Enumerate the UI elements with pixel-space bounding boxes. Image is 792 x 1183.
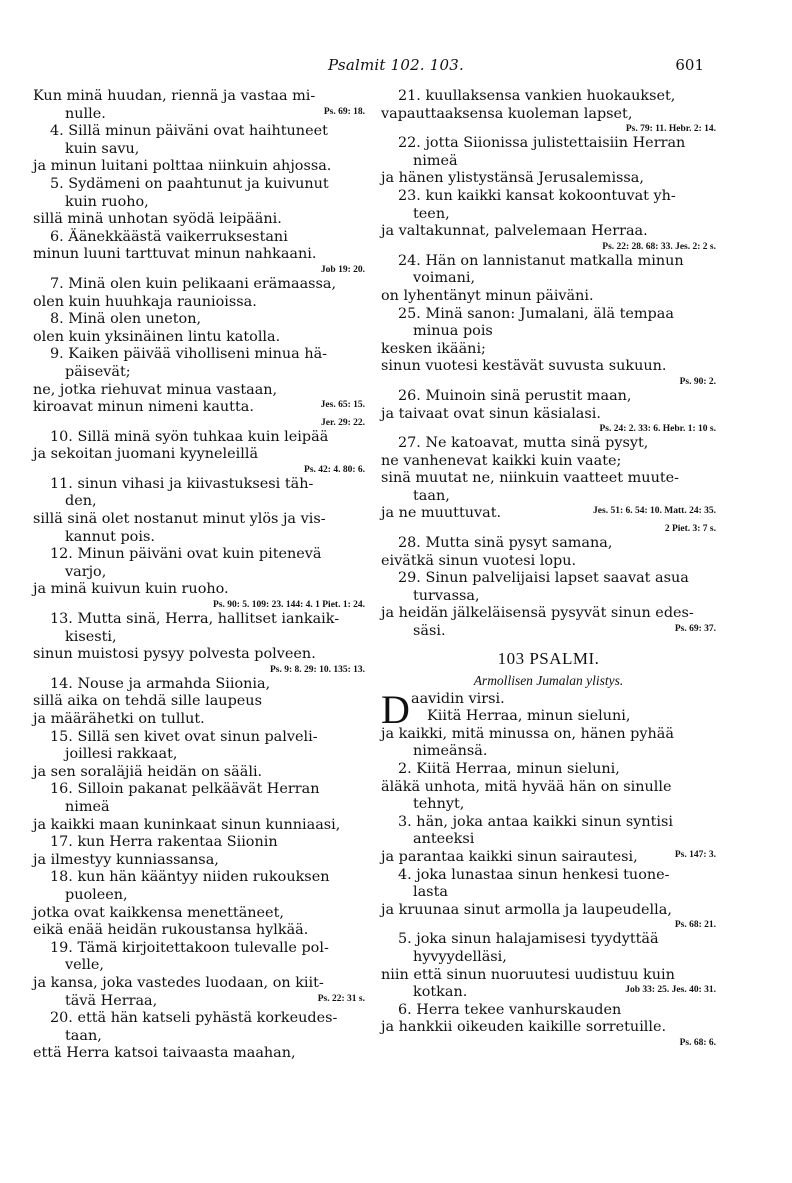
verse-text: ja ilmestyy kunniassansa, xyxy=(33,851,219,868)
verse-text: velle, xyxy=(65,957,104,974)
verse-line xyxy=(381,341,716,359)
verse-line xyxy=(381,453,716,471)
verse-line xyxy=(33,311,365,329)
verse-text: ne, jotka riehuvat minua vastaan, xyxy=(33,381,278,398)
verse-text: kotkan. xyxy=(413,984,468,1001)
verse-text: eivätkä sinun vuotesi lopu. xyxy=(381,552,577,569)
verse-text: 28. Mutta sinä pysyt samana, xyxy=(398,535,613,552)
verse-line xyxy=(33,711,365,729)
verse-text: nimeä xyxy=(65,798,110,815)
verse-text: 11. sinun vihasi ja kiivastuksesi täh- xyxy=(50,475,314,492)
left-column xyxy=(33,88,365,1063)
cross-reference: Ps. 69: 37. xyxy=(674,624,716,635)
verse-line xyxy=(33,106,365,124)
verse-text: ja kaikki maan kuninkaat sinun kunniaasi, xyxy=(33,816,341,833)
cross-reference-line xyxy=(381,123,716,135)
verse-line xyxy=(33,158,365,176)
verse-text: ja kansa, joka vastedes luodaan, on kiit- xyxy=(33,974,324,991)
verse-line xyxy=(381,106,716,124)
verse-line xyxy=(381,270,716,288)
verse-line xyxy=(381,814,716,832)
verse-text: minun luuni tarttuvat minun nahkaani. xyxy=(33,246,317,263)
verse-line xyxy=(33,781,365,799)
verse-text: 15. Sillä sen kivet ovat sinun palveli- xyxy=(50,728,318,745)
verse-line xyxy=(33,764,365,782)
verse-text: äläkä unhota, mitä hyvää hän on sinulle xyxy=(381,778,672,795)
verse-line xyxy=(33,194,365,212)
verse-text: 23. kun kaikki kansat kokoontuvat yh- xyxy=(398,187,676,204)
verse-text: 4. joka lunastaa sinun henkesi tuone- xyxy=(398,866,670,883)
cross-reference-line xyxy=(381,1037,716,1049)
verse-text: sinun vuotesi kestävät suvusta sukuun. xyxy=(381,358,667,375)
verse-text: 18. kun hän kääntyy niiden rukouksen xyxy=(50,869,330,886)
verse-line xyxy=(33,429,365,447)
verse-text: puoleen, xyxy=(65,886,128,903)
verse-line xyxy=(33,887,365,905)
cross-reference-line xyxy=(33,464,365,476)
cross-reference: Ps. 9: 8. 29: 10. 135: 13. xyxy=(270,664,365,675)
verse-line xyxy=(381,1002,716,1020)
verse-line xyxy=(33,176,365,194)
verse-line xyxy=(381,867,716,885)
cross-reference: Jes. 51: 6. 54: 10. Matt. 24: 35. xyxy=(593,506,716,517)
verse-text: ja parantaa kaikki sinun sairautesi, xyxy=(381,848,638,865)
verse-text: 6. Äänekkäästä vaikerruksestani xyxy=(50,228,288,245)
running-title: Psalmit 102. 103. xyxy=(328,56,464,74)
verse-text: voimani, xyxy=(413,270,476,287)
verse-text: ja kruunaa sinut armolla ja laupeudella, xyxy=(381,901,672,918)
verse-text: den, xyxy=(65,493,97,510)
cross-reference: Job 19: 20. xyxy=(320,264,365,275)
verse-text: 16. Silloin pakanat pelkäävät Herran xyxy=(50,781,320,798)
verse-line xyxy=(33,834,365,852)
verse-line xyxy=(381,849,716,867)
psalm-103-verses xyxy=(381,726,716,1049)
verse-line xyxy=(33,922,365,940)
cross-reference: Ps. 90: 2. xyxy=(679,376,716,387)
verse-text: 3. hän, joka antaa kaikki sinun syntisi xyxy=(398,813,673,830)
verse-line xyxy=(33,581,365,599)
verse-line xyxy=(33,1010,365,1028)
verse-text: nimeänsä. xyxy=(413,743,488,760)
verse-text: lasta xyxy=(413,884,448,901)
cross-reference-line xyxy=(33,664,365,676)
verse-line xyxy=(33,294,365,312)
verse-text: ja sekoitan juomani kyyneleillä xyxy=(33,446,259,463)
verse-line xyxy=(381,135,716,153)
verse-text: päisevät; xyxy=(65,363,131,380)
verse-line xyxy=(381,88,716,106)
verse-text: kannut pois. xyxy=(65,528,155,545)
verse-text: joillesi rakkaat, xyxy=(65,746,178,763)
cross-reference: Ps. 90: 5. 109: 23. 144: 4. 1 Piet. 1: 24. xyxy=(213,600,365,611)
verse-text: taan, xyxy=(413,487,450,504)
verse-line xyxy=(381,1019,716,1037)
page-header xyxy=(0,56,792,80)
verse-line xyxy=(33,346,365,364)
cross-reference: Ps. 22: 31 s. xyxy=(317,993,365,1004)
verse-text: 26. Muinoin sinä perustit maan, xyxy=(398,387,632,404)
verse-line xyxy=(381,984,716,1002)
verse-line xyxy=(33,493,365,511)
verse-text: 19. Tämä kirjoitettakoon tulevalle pol- xyxy=(50,939,329,956)
verse-text: ne vanhenevat kaikki kuin vaate; xyxy=(381,452,622,469)
verse-line xyxy=(33,529,365,547)
verse-line xyxy=(33,1045,365,1063)
cross-reference: Ps. 79: 11. Hebr. 2: 14. xyxy=(625,124,716,135)
verse-text: ja sen soraläjiä heidän on sääli. xyxy=(33,763,263,780)
verse-line xyxy=(381,796,716,814)
verse-line xyxy=(381,884,716,902)
psalm-103-title: 103 PSALMI. xyxy=(497,648,600,668)
cross-reference: Ps. 68: 6. xyxy=(679,1037,716,1048)
verse-line xyxy=(381,306,716,324)
verse-text: 7. Minä olen kuin pelikaani erämaassa, xyxy=(50,275,337,292)
right-column xyxy=(381,88,716,1049)
verse-text: 5. joka sinun halajamisesi tyydyttää xyxy=(398,931,659,948)
verse-text: olen kuin yksinäinen lintu katolla. xyxy=(33,328,281,345)
verse-line xyxy=(33,276,365,294)
verse-line xyxy=(381,253,716,271)
verse-text: hyvyydelläsi, xyxy=(413,948,507,965)
verse-text: 2. Kiitä Herraa, minun sieluni, xyxy=(398,761,620,777)
cross-reference-line xyxy=(381,523,716,535)
verse-text: ja taivaat ovat sinun käsialasi. xyxy=(381,405,601,422)
verse-line xyxy=(33,564,365,582)
verse-text: ja hänen ylistystänsä Jerusalemissa, xyxy=(381,170,644,187)
cross-reference: Jer. 29: 22. xyxy=(321,417,365,428)
verse-text: nulle. xyxy=(65,105,106,122)
verse-line xyxy=(33,817,365,835)
verse-line xyxy=(381,188,716,206)
verse-line xyxy=(33,382,365,400)
cross-reference-line xyxy=(381,423,716,435)
verse-line xyxy=(33,511,365,529)
verse-line xyxy=(33,729,365,747)
verse-text: säsi. xyxy=(413,623,446,640)
cross-reference: Ps. 147: 3. xyxy=(674,849,716,860)
verse-text: 20. että hän katseli pyhästä korkeudes- xyxy=(50,1010,338,1027)
verse-line xyxy=(33,211,365,229)
verse-line xyxy=(381,223,716,241)
verse-text: kuin savu, xyxy=(65,140,140,157)
verse-text: 29. Sinun palvelijaisi lapset saavat asua xyxy=(398,570,689,587)
verse-text: 14. Nouse ja armahda Siionia, xyxy=(50,675,271,692)
verse-line xyxy=(381,831,716,849)
verse-line xyxy=(33,229,365,247)
verse-line xyxy=(381,743,716,761)
verse-text: vapauttaaksensa kuoleman lapset, xyxy=(381,105,633,122)
verse-line xyxy=(381,206,716,224)
verse-line xyxy=(381,323,716,341)
verse-line xyxy=(381,535,716,553)
verse-text: kesken ikääni; xyxy=(381,340,486,357)
verse-text: Kun minä huudan, riennä ja vastaa mi- xyxy=(33,88,316,104)
verse-line xyxy=(33,364,365,382)
cross-reference: Job 33: 25. Jes. 40: 31. xyxy=(625,985,716,996)
verse-text: ja määrähetki on tullut. xyxy=(33,711,205,727)
verse-text: kuin ruoho, xyxy=(65,193,149,210)
verse-text: 27. Ne katoavat, mutta sinä pysyt, xyxy=(398,435,649,452)
verse-line xyxy=(381,708,716,726)
verse-line xyxy=(381,406,716,424)
verse-line xyxy=(381,761,716,779)
cross-reference: Ps. 22: 28. 68: 33. Jes. 2: 2 s. xyxy=(602,241,716,252)
verse-text: 4. Sillä minun päiväni ovat haihtuneet xyxy=(50,123,328,140)
verse-line xyxy=(33,993,365,1011)
verse-line xyxy=(33,476,365,494)
verse-line xyxy=(33,611,365,629)
verse-line xyxy=(381,470,716,488)
cross-reference-line xyxy=(381,376,716,388)
verse-text: 6. Herra tekee vanhurskauden xyxy=(398,1001,622,1018)
verse-text: Kiitä Herraa, minun sieluni, xyxy=(427,708,631,725)
cross-reference: Ps. 68: 21. xyxy=(674,920,716,931)
verse-line xyxy=(381,288,716,306)
verse-text: aavidin virsi. xyxy=(411,690,505,707)
verse-text: ja minun luitani polttaa niinkuin ahjossa. xyxy=(33,158,332,175)
verse-text: teen, xyxy=(413,205,450,222)
verse-line xyxy=(33,646,365,664)
verse-text: 12. Minun päiväni ovat kuin pitenevä xyxy=(50,546,322,563)
verse-line xyxy=(381,388,716,406)
verse-line xyxy=(381,726,716,744)
verse-text: ja kaikki, mitä minussa on, hänen pyhää xyxy=(381,725,674,742)
verse-text: 21. kuullaksensa vankien huokaukset, xyxy=(398,88,676,104)
verse-line xyxy=(381,902,716,920)
verse-text: varjo, xyxy=(65,563,107,580)
verse-text: ja valtakunnat, palvelemaan Herraa. xyxy=(381,223,648,240)
cross-reference-line xyxy=(33,264,365,276)
verse-line xyxy=(381,170,716,188)
cross-reference-line xyxy=(33,599,365,611)
verse-text: ja ne muuttuvat. xyxy=(381,505,502,522)
verse-line xyxy=(33,676,365,694)
cross-reference: Jes. 65: 15. xyxy=(320,400,365,411)
verse-text: 10. Sillä minä syön tuhkaa kuin leipää xyxy=(50,428,329,445)
verse-text: eikä enää heidän rukoustansa hylkää. xyxy=(33,922,309,939)
verse-line xyxy=(381,779,716,797)
verse-line xyxy=(33,123,365,141)
verse-text: 5. Sydämeni on paahtunut ja kuivunut xyxy=(50,175,329,192)
page-number: 601 xyxy=(675,56,704,74)
verse-text: anteeksi xyxy=(413,831,475,848)
verse-line xyxy=(33,799,365,817)
psalm-102-continuation xyxy=(381,88,716,641)
verse-line xyxy=(33,446,365,464)
verse-text: kisesti, xyxy=(65,628,117,645)
verse-line xyxy=(381,691,716,709)
cross-reference: 2 Piet. 3: 7 s. xyxy=(664,524,716,535)
verse-line xyxy=(381,553,716,571)
verse-text: sillä sinä olet nostanut minut ylös ja vis- xyxy=(33,511,326,528)
verse-text: taan, xyxy=(65,1027,102,1044)
verse-line xyxy=(33,246,365,264)
verse-line xyxy=(381,949,716,967)
verse-text: nimeä xyxy=(413,152,458,169)
verse-line xyxy=(33,693,365,711)
verse-text: 25. Minä sanon: Jumalani, älä tempaa xyxy=(398,305,674,322)
verse-line xyxy=(33,399,365,417)
verse-line xyxy=(33,869,365,887)
verse-text: ja minä kuivun kuin ruoho. xyxy=(33,581,229,598)
verse-line xyxy=(381,358,716,376)
verse-line xyxy=(33,88,365,106)
verse-line xyxy=(33,940,365,958)
verse-text: olen kuin huuhkaja raunioissa. xyxy=(33,293,257,310)
verse-text: ja heidän jälkeläisensä pysyvät sinun edes- xyxy=(381,605,694,622)
verse-line xyxy=(381,623,716,641)
verse-text: jotka ovat kaikkensa menettäneet, xyxy=(33,904,284,921)
verse-line xyxy=(381,570,716,588)
verse-text: niin että sinun nuoruutesi uudistuu kuin xyxy=(381,966,675,983)
verse-line xyxy=(33,746,365,764)
psalm-103-subtitle: Armollisen Jumalan ylistys. xyxy=(473,672,624,688)
verse-text: 17. kun Herra rakentaa Siionin xyxy=(50,834,278,851)
verse-text: ja hankkii oikeuden kaikille sorretuille. xyxy=(381,1019,667,1036)
verse-text: on lyhentänyt minun päiväni. xyxy=(381,287,594,304)
verse-text: 22. jotta Siionissa julistettaisiin Herran xyxy=(398,135,686,152)
verse-line xyxy=(33,975,365,993)
verse-line xyxy=(33,329,365,347)
verse-line xyxy=(381,931,716,949)
verse-line xyxy=(381,605,716,623)
verse-line xyxy=(33,905,365,923)
verse-line xyxy=(33,957,365,975)
verse-line xyxy=(381,505,716,523)
verse-text: 9. Kaiken päivää viholliseni minua hä- xyxy=(50,346,328,363)
verse-text: tehnyt, xyxy=(413,796,465,813)
verse-line xyxy=(381,153,716,171)
verse-line xyxy=(33,1028,365,1046)
cross-reference: Ps. 69: 18. xyxy=(323,106,365,117)
verse-text: kiroavat minun nimeni kautta. xyxy=(33,399,254,416)
verse-text: että Herra katsoi taivaasta maahan, xyxy=(33,1045,296,1062)
verse-line xyxy=(33,852,365,870)
verse-line xyxy=(33,141,365,159)
verse-line xyxy=(381,435,716,453)
verse-text: 24. Hän on lannistanut matkalla minun xyxy=(398,252,684,269)
verse-text: sillä aika on tehdä sille laupeus xyxy=(33,693,262,710)
verse-text: sillä minä unhotan syödä leipääni. xyxy=(33,211,282,228)
verse-text: minua pois xyxy=(413,323,493,340)
cross-reference: Ps. 24: 2. 33: 6. Hebr. 1: 10 s. xyxy=(599,424,716,435)
verse-text: sinä muutat ne, niinkuin vaatteet muute- xyxy=(381,470,680,487)
cross-reference-line xyxy=(381,919,716,931)
cross-reference-line xyxy=(381,241,716,253)
cross-reference-line xyxy=(33,417,365,429)
cross-reference: Ps. 42: 4. 80: 6. xyxy=(304,464,365,475)
verse-line xyxy=(381,588,716,606)
verse-text: 13. Mutta sinä, Herra, hallitset iankaik- xyxy=(50,611,340,628)
verse-text: tävä Herraa, xyxy=(65,992,158,1009)
drop-cap: D xyxy=(381,686,410,732)
verse-text: turvassa, xyxy=(413,587,480,604)
verse-line xyxy=(33,546,365,564)
verse-line xyxy=(33,629,365,647)
psalm-103-opening xyxy=(381,686,716,732)
verse-text: 8. Minä olen uneton, xyxy=(50,311,202,328)
verse-text: sinun muistosi pysyy polvesta polveen. xyxy=(33,646,316,663)
